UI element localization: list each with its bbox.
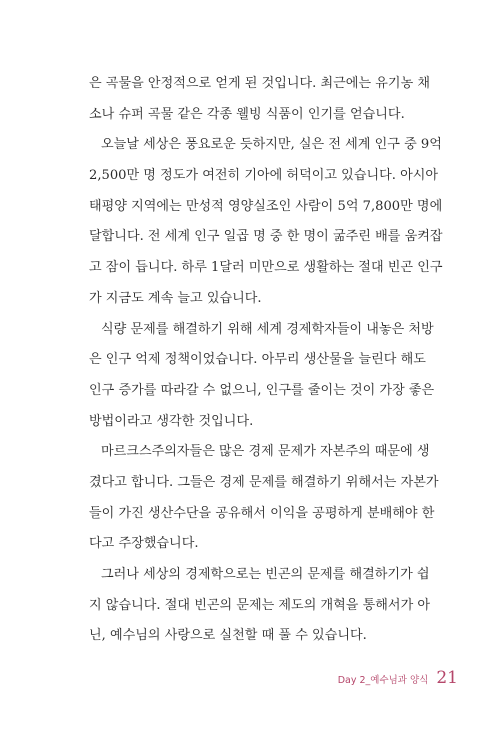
text-line: 닌, 예수님의 사랑으로 실천할 때 풀 수 있습니다. <box>89 628 367 644</box>
text-line: 은 인구 억제 정책이었습니다. 아무리 생산물을 늘린다 해도 <box>89 352 426 368</box>
body-text <box>89 69 443 652</box>
text-line: 달합니다. 전 세계 인구 일곱 명 중 한 명이 굶주린 배를 움켜잡 <box>89 229 443 245</box>
text-line: 방법이라고 생각한 것입니다. <box>89 413 254 429</box>
page-number: 21 <box>436 668 458 688</box>
paragraph-first-line: 식량 문제를 해결하기 위해 세계 경제학자들이 내놓은 처방 <box>101 321 434 337</box>
page-footer <box>338 668 458 688</box>
text-line: 태평양 지역에는 만성적 영양실조인 사람이 5억 7,800만 명에 <box>89 198 443 214</box>
text-line: 고 잠이 듭니다. 하루 1달러 미만으로 생활하는 절대 빈곤 인구 <box>89 260 443 276</box>
text-line: 겼다고 합니다. 그들은 경제 문제를 해결하기 위해서는 자본가 <box>89 474 439 490</box>
text-line: 소나 슈퍼 곡물 같은 각종 웰빙 식품이 인기를 얻습니다. <box>89 106 405 122</box>
text-line: 지 않습니다. 절대 빈곤의 문제는 제도의 개혁을 통해서가 아 <box>89 597 431 613</box>
text-line: 인구 증가를 따라갈 수 없으니, 인구를 줄이는 것이 가장 좋은 <box>89 382 435 398</box>
text-line: 다고 주장했습니다. <box>89 536 199 552</box>
paragraph-first-line: 그러나 세상의 경제학으로는 빈곤의 문제를 해결하기가 쉽 <box>101 567 430 582</box>
text-line: 2,500만 명 정도가 여전히 기아에 허덕이고 있습니다. 아시아 <box>89 168 439 184</box>
text-line: 은 곡물을 안정적으로 얻게 된 것입니다. 최근에는 유기농 채 <box>89 76 431 91</box>
running-title: Day 2_예수님과 양식 <box>337 675 429 686</box>
paragraph-first-line: 마르크스주의자들은 많은 경제 문제가 자본주의 때문에 생 <box>101 444 430 460</box>
text-line: 들이 가진 생산수단을 공유해서 이익을 공평하게 분배해야 한 <box>89 505 435 521</box>
paragraph-first-line: 오늘날 세상은 풍요로운 듯하지만, 실은 전 세계 인구 중 9억 <box>101 137 442 153</box>
text-line: 가 지금도 계속 늘고 있습니다. <box>89 290 262 306</box>
